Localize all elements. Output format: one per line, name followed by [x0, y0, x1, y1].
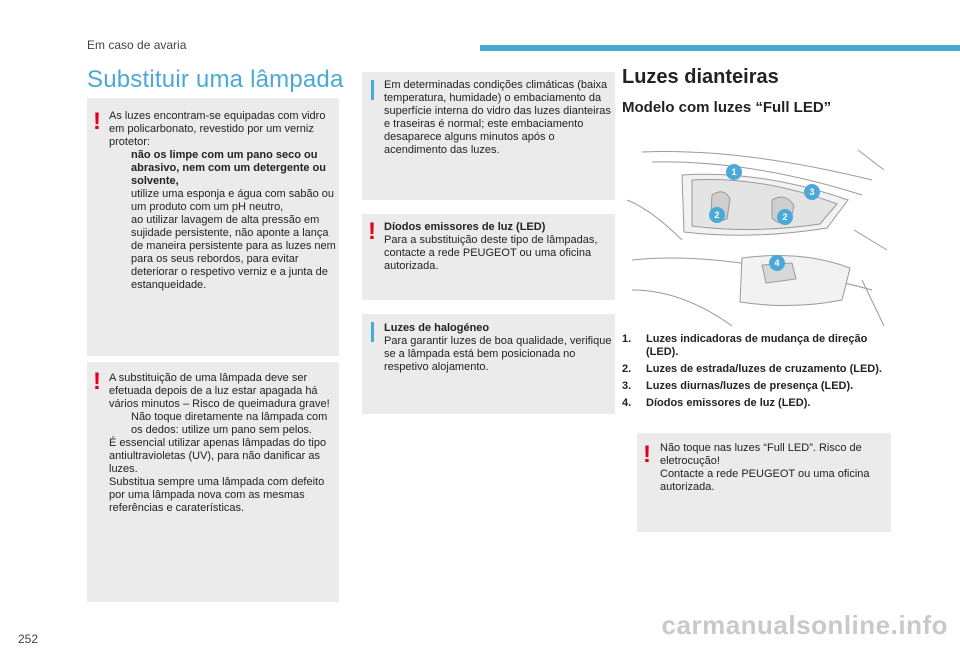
legend-text: Luzes indicadoras de mudança de direção (LED).: [646, 333, 868, 358]
legend-item: [622, 397, 887, 410]
legend-item: [622, 363, 887, 376]
watermark: carmanualsonline.info: [661, 610, 948, 640]
legend-number: 3.: [622, 380, 632, 392]
legend-item: [622, 333, 887, 359]
section-header: Em caso de avaria: [87, 38, 187, 52]
legend-text: Luzes diurnas/luzes de presença (LED).: [646, 380, 854, 392]
warning-intro: As luzes encontram-se equipadas com vidro em policarbonato, revestido por um verniz protetor:: [109, 110, 326, 148]
callout-label: 1: [731, 167, 737, 177]
info-icon: [371, 322, 374, 342]
warning-paragraph: É essencial utilizar apenas lâmpadas do tipo antiultravioletas (UV), para não danificar as luzes.: [109, 437, 327, 475]
callout-label: 2: [714, 210, 720, 220]
callout-label: 2: [782, 212, 788, 222]
warning-title: Díodos emissores de luz (LED): [384, 221, 546, 233]
bullet-icon: [109, 214, 131, 292]
warning-box-full-led: [637, 433, 891, 532]
legend-number: 1.: [622, 333, 632, 345]
info-box-condensation: [362, 72, 615, 200]
callout-label: 3: [809, 187, 815, 197]
legend-text: Díodos emissores de luz (LED).: [646, 397, 811, 409]
warning-paragraph: Substitua sempre uma lâmpada com defeito por uma lâmpada nova com as mesmas referências e caraterísticas.: [109, 476, 325, 514]
bullet-icon: [109, 411, 131, 437]
subsection-title: Modelo com luzes “Full LED”: [622, 99, 832, 116]
info-icon: [371, 80, 374, 100]
bullet-text: ao utilizar lavagem de alta pressão em sujidade persistente, não aponte a lança de maneira persistente para as luzes nem para os seus rebordos, para evitar deteriorar o respetivo verniz e a junta de estanqueidade.: [131, 214, 336, 291]
bullet-text: Não toque diretamente na lâmpada com os dedos: utilize um pano sem pelos.: [131, 411, 328, 436]
warning-icon: !: [643, 441, 651, 468]
warning-box-led: [362, 214, 615, 300]
info-title: Luzes de halogéneo: [384, 322, 490, 334]
headlight-figure: [622, 140, 890, 328]
legend-item: [622, 380, 887, 393]
headlight-illustration: [622, 140, 890, 328]
warning-icon: !: [368, 218, 376, 245]
callout-label: 4: [774, 258, 780, 268]
section-title: Luzes dianteiras: [622, 66, 779, 88]
bullet-icon: [109, 149, 131, 188]
figure-legend: [622, 333, 887, 414]
info-box-halogen: [362, 314, 615, 414]
warning-text: Para a substituição deste tipo de lâmpadas, contacte a rede PEUGEOT ou uma oficina autorizada.: [384, 234, 598, 272]
warning-intro: A substituição de uma lâmpada deve ser efetuada depois de a luz estar apagada há vários minutos – Risco de queimadura grave!: [109, 372, 330, 410]
bullet-icon: [109, 188, 131, 214]
warning-box-varnish: [87, 98, 339, 356]
warning-icon: !: [93, 368, 101, 395]
warning-icon: !: [93, 108, 101, 135]
info-text: Em determinadas condições climáticas (baixa temperatura, humidade) o embaciamento da superfície interna do vidro das luzes dianteiras e traseiras é normal; este embaciamento desaparece alguns minutos após o acendimento das luzes.: [384, 79, 611, 156]
info-text: Para garantir luzes de boa qualidade, verifique se a lâmpada está bem posicionada no respetivo alojamento.: [384, 335, 612, 373]
warning-text: Contacte a rede PEUGEOT ou uma oficina autorizada.: [660, 468, 870, 493]
legend-number: 2.: [622, 363, 632, 375]
legend-text: Luzes de estrada/luzes de cruzamento (LED).: [646, 363, 882, 375]
page-title: Substituir uma lâmpada: [87, 66, 344, 93]
header-accent-bar: [480, 45, 960, 51]
bullet-text: não os limpe com um pano seco ou abrasivo, nem com um detergente ou solvente,: [131, 149, 326, 187]
page-number: 252: [18, 632, 39, 646]
bullet-text: utilize uma esponja e água com sabão ou um produto com um pH neutro,: [131, 188, 335, 213]
legend-number: 4.: [622, 397, 632, 409]
warning-box-replacement: [87, 362, 339, 602]
warning-text: Não toque nas luzes “Full LED”. Risco de eletrocução!: [660, 442, 862, 467]
